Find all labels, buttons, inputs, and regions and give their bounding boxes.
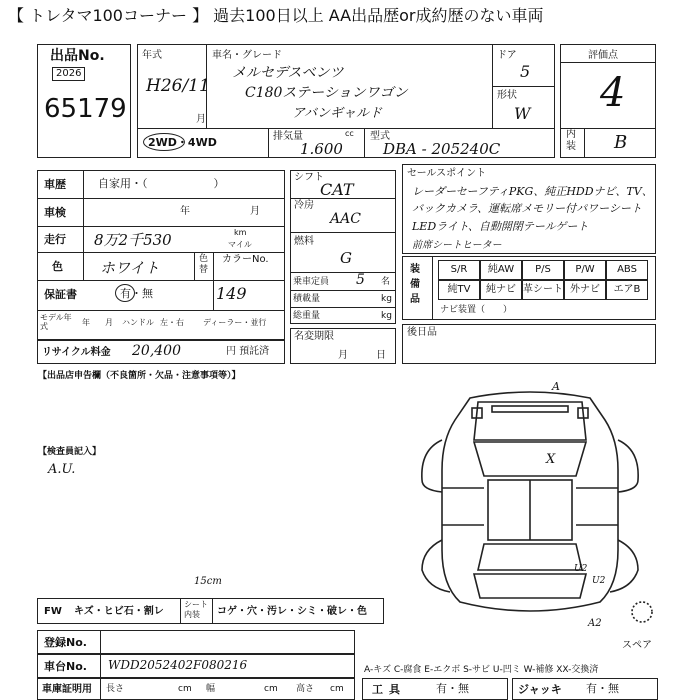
name-line2: C180ステーションワゴン: [245, 85, 408, 101]
handle-label: ハンドル: [122, 318, 154, 327]
lot-number: 65179: [44, 94, 127, 124]
sales-label: セールスポイント: [407, 168, 487, 179]
load-label: 積載量: [293, 294, 321, 304]
door-label: ドア: [497, 50, 517, 61]
diagram-mark-top: A: [552, 380, 560, 393]
chassis-value: WDD2052402F080216: [108, 658, 248, 672]
model-year-year: 年: [82, 318, 90, 327]
legend-text: A-キズ C-腐食 E-エクボ S-サビ U-凹ミ W-補修 XX-交換済: [364, 665, 599, 675]
shift-label: シフト: [294, 172, 324, 183]
chassis-label: 車台No.: [44, 660, 87, 673]
ac-value: AAC: [330, 211, 361, 227]
warranty-label: 保証書: [44, 288, 77, 301]
jack-label: ジャッキ: [518, 683, 562, 696]
name-line3: アバンギャルド: [292, 106, 382, 121]
diagram-mark-mid: X: [546, 452, 556, 467]
model-value: DBA - 205240C: [383, 140, 501, 158]
cert-field: 高さ: [296, 684, 315, 694]
reg-value: 自家用・（ ）: [98, 177, 225, 190]
tool-value: 有・無: [436, 682, 469, 695]
inspector-label: 【検査員記入】: [38, 447, 102, 457]
name-line1: メルセデスベンツ: [232, 65, 344, 81]
dealer-label: ディーラー・並行: [203, 318, 267, 327]
inspector-value: A.U.: [48, 462, 76, 477]
sales-line3: LEDライト、自動開閉テールゲート: [412, 220, 589, 233]
car-diagram: [400, 380, 660, 630]
sales-line1: レーダーセーフティPKG、純正HDDナビ、TV、: [412, 185, 653, 198]
year-month-unit: 月: [196, 114, 206, 125]
seller-label: 【出品店申告欄（不良箇所・欠品・注意事項等）】: [38, 371, 241, 381]
displacement-value: 1.600: [300, 140, 343, 158]
change-label: 名変期限: [294, 331, 334, 342]
ac-label: 冷房: [294, 200, 314, 211]
score-label: 評価点: [588, 50, 618, 61]
year-value: H26/11: [146, 76, 210, 96]
mileage-unit-km: km: [234, 228, 247, 237]
warranty-circle: [115, 284, 135, 302]
warranty-value: 有・無: [120, 287, 153, 300]
equipment-item: 純ナビ: [480, 280, 522, 300]
jack-value: 有・無: [586, 682, 619, 695]
equipment-item: 外ナビ: [564, 280, 606, 300]
score-value: 4: [600, 70, 626, 116]
defects-text: キズ・ヒビ石・割レ: [74, 606, 164, 617]
mileage-label: 走行: [44, 233, 66, 246]
equipment-item: エアB: [606, 280, 648, 300]
diagram-mark-bottom: U2: [574, 564, 588, 574]
banner-title: 【 トレタマ100コーナー 】 過去100日以上 AA出品歴or成約歴のない車両: [0, 0, 700, 32]
lot-year: 2026: [52, 67, 85, 81]
change-unit: 月日: [338, 350, 414, 361]
equipment-item: S/R: [438, 260, 480, 280]
spare-label: スペア: [622, 640, 652, 651]
seat-text: コゲ・穴・汚レ・シミ・破レ・色: [217, 606, 367, 617]
inspect-label: 車検: [44, 206, 66, 219]
displacement-unit: cc: [345, 129, 354, 138]
lot-label: 出品No.: [50, 48, 105, 64]
equipment-item: P/S: [522, 260, 564, 280]
recycle-value: 20,400: [132, 343, 181, 359]
model-year-label: モデル年式: [40, 313, 72, 331]
regno-label: 登録No.: [44, 636, 87, 649]
recycle-unit: 円 預託済: [226, 346, 270, 357]
equipment-label: 装備品: [410, 264, 420, 305]
equipment-item: 革シート: [522, 280, 564, 300]
sales-line2: バックカメラ、運転席メモリー付パワーシート: [412, 202, 642, 215]
inspect-month: 月: [250, 206, 260, 217]
cert-field: cm: [264, 684, 278, 694]
model-label: 型式: [370, 131, 390, 142]
interior-value: B: [614, 132, 628, 153]
color-value: ホワイト: [100, 259, 160, 277]
color-no-value: 149: [216, 284, 247, 303]
shift-value: CAT: [320, 180, 354, 199]
weight-label: 総重量: [293, 311, 321, 321]
model-year-month: 月: [105, 318, 113, 327]
inspect-year: 年: [180, 206, 190, 217]
load-unit: kg: [381, 294, 392, 304]
cert-field: 幅: [206, 684, 216, 694]
capacity-label: 乗車定員: [293, 277, 330, 287]
cert-field: cm: [178, 684, 192, 694]
diagram-mark-rear: A2: [588, 618, 602, 629]
seat-label: シート内装: [184, 600, 208, 619]
weight-unit: kg: [381, 311, 392, 321]
diagram-mark-bottom-left: U2: [592, 576, 606, 586]
drive-label: 2WD・4WD: [148, 136, 217, 149]
handle-value: 左・右: [160, 318, 184, 327]
mileage-unit-mile: マイル: [228, 240, 252, 249]
navi-label: ナビ装置（ ）: [440, 305, 513, 315]
equipment-item: 純AW: [480, 260, 522, 280]
tool-label: 工具: [372, 683, 406, 696]
cert-field: 長さ: [106, 684, 125, 694]
shape-value: W: [514, 104, 531, 123]
name-label: 車名・グレード: [212, 50, 282, 61]
color-label: 色: [52, 260, 63, 273]
year-label: 年式: [142, 50, 162, 61]
capacity-value: 5: [356, 272, 365, 288]
fuel-label: 燃料: [294, 236, 314, 247]
color-change-label: 色替: [199, 254, 209, 275]
color-no-label: カラーNo.: [222, 254, 269, 265]
recycle-label: リサイクル料金: [42, 347, 111, 358]
equipment-item: 純TV: [438, 280, 480, 300]
equipment-item: P/W: [564, 260, 606, 280]
displacement-label: 排気量: [273, 131, 303, 142]
reg-label: 車歴: [44, 178, 66, 191]
fuel-value: G: [340, 249, 352, 267]
equipment-item: ABS: [606, 260, 648, 280]
door-value: 5: [520, 62, 531, 81]
handwritten-mark: 15cm: [194, 576, 222, 587]
after-box: [402, 324, 656, 364]
shape-label: 形状: [497, 90, 517, 101]
after-label: 後日品: [407, 327, 437, 338]
interior-label: 内装: [566, 129, 576, 152]
capacity-unit: 名: [381, 277, 391, 287]
cert-field: cm: [330, 684, 344, 694]
sales-line4: 前席シートヒーター: [412, 240, 502, 251]
fw-label: FW: [44, 606, 62, 617]
mileage-value: 8万2千530: [94, 231, 172, 249]
cert-label: 車庫証明用: [42, 684, 92, 695]
